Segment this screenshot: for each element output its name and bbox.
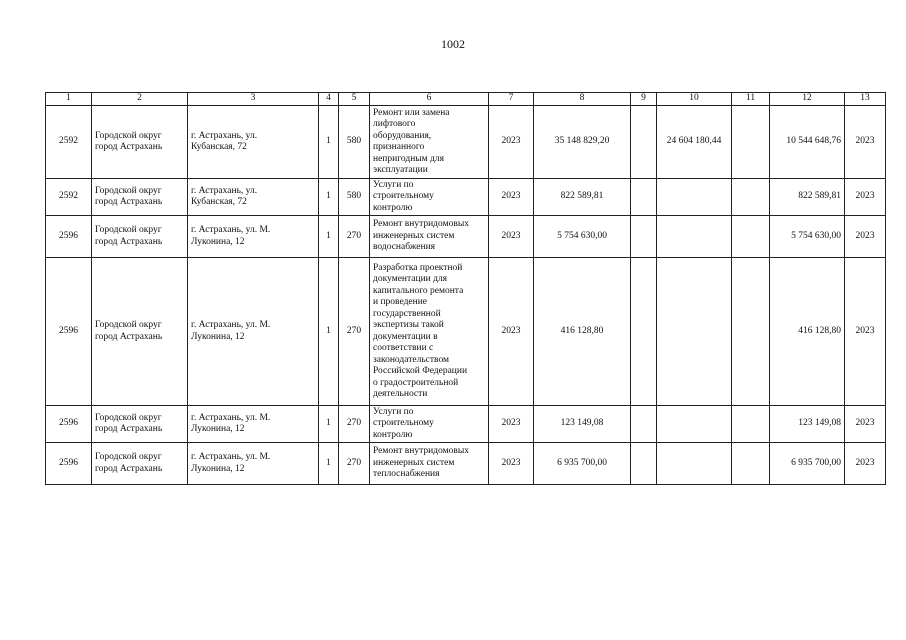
address-cell <box>188 258 319 406</box>
owners-amount-cell: 822 589,81 <box>770 179 845 216</box>
cell-line: водоснабжения <box>373 242 436 253</box>
table-row <box>46 106 886 179</box>
owners-amount-cell: 416 128,80 <box>770 258 845 406</box>
house-id-cell: 2596 <box>46 406 92 443</box>
col-9-cell <box>631 443 657 485</box>
fund-amount-cell <box>657 216 732 258</box>
table-row <box>46 179 886 216</box>
end-year-cell: 2023 <box>845 106 886 179</box>
total-cost-cell: 416 128,80 <box>534 258 631 406</box>
cell-line: г. Астрахань, ул. М. <box>191 412 271 423</box>
code-cell: 580 <box>339 106 370 179</box>
municipality-cell <box>92 179 188 216</box>
cell-line: документации для <box>373 274 448 284</box>
col-9-cell <box>631 406 657 443</box>
program-table <box>45 92 886 485</box>
cell-line: Ремонт внутридомовых <box>373 219 469 230</box>
cell-line: г. Астрахань, ул. М. <box>191 225 271 235</box>
cell-line: строительному <box>373 191 434 202</box>
count-cell: 1 <box>319 406 339 443</box>
fund-amount-cell <box>657 406 732 443</box>
count-cell: 1 <box>319 216 339 258</box>
cell-line: Луконина, 12 <box>191 236 245 247</box>
cell-line: Российской Федерации <box>373 366 468 376</box>
house-id-cell: 2592 <box>46 179 92 216</box>
municipality-cell <box>92 406 188 443</box>
cell-line: законодательством <box>373 354 450 365</box>
code-cell: 270 <box>339 216 370 258</box>
cell-line: Услуги по <box>373 179 414 190</box>
address-cell <box>188 406 319 443</box>
column-number-row <box>46 93 886 106</box>
end-year-cell: 2023 <box>845 258 886 406</box>
cell-line: г. Астрахань, ул. М. <box>191 452 271 462</box>
total-cost-cell: 5 754 630,00 <box>534 216 631 258</box>
cell-line: капитального ремонта <box>373 285 464 296</box>
column-header: 2 <box>92 93 188 106</box>
address-cell <box>188 216 319 258</box>
owners-amount-cell: 10 544 648,76 <box>770 106 845 179</box>
total-cost-cell: 6 935 700,00 <box>534 443 631 485</box>
cell-line: Городской округ <box>95 130 162 141</box>
cell-line: лифтового <box>373 119 416 129</box>
cell-line: инженерных систем <box>373 457 455 468</box>
address-cell <box>188 443 319 485</box>
table-row <box>46 443 886 485</box>
cell-line: теплоснабжения <box>373 469 440 480</box>
page-number: 1002 <box>441 37 465 51</box>
work-type-cell <box>370 258 489 406</box>
fund-amount-cell <box>657 179 732 216</box>
cell-line: Разработка проектной <box>373 262 463 273</box>
col-11-cell <box>732 406 770 443</box>
cell-line: Кубанская, 72 <box>191 197 247 207</box>
address-cell <box>188 179 319 216</box>
cell-line: эксплуатации <box>373 165 428 175</box>
column-header: 5 <box>339 93 370 106</box>
code-cell: 270 <box>339 258 370 406</box>
col-9-cell <box>631 179 657 216</box>
fund-amount-cell <box>657 443 732 485</box>
col-11-cell <box>732 179 770 216</box>
address-cell <box>188 106 319 179</box>
end-year-cell: 2023 <box>845 443 886 485</box>
cell-line: непригодным для <box>373 153 444 164</box>
cell-line: документации в <box>373 331 438 342</box>
column-header: 13 <box>845 93 886 106</box>
cell-line: признанного <box>373 142 425 152</box>
owners-amount-cell: 6 935 700,00 <box>770 443 845 485</box>
cell-line: строительному <box>373 418 434 429</box>
work-type-cell <box>370 106 489 179</box>
code-cell: 580 <box>339 179 370 216</box>
cell-line: Городской округ <box>95 225 162 235</box>
year-cell: 2023 <box>489 106 534 179</box>
cell-line: Городской округ <box>95 452 162 462</box>
col-11-cell <box>732 106 770 179</box>
cell-line: государственной <box>373 308 441 319</box>
cell-line: и проведение <box>373 297 427 307</box>
col-11-cell <box>732 216 770 258</box>
year-cell: 2023 <box>489 258 534 406</box>
cell-line: г. Астрахань, ул. М. <box>191 320 271 330</box>
cell-line: город Астрахань <box>95 197 163 207</box>
house-id-cell: 2592 <box>46 106 92 179</box>
cell-line: Кубанская, 72 <box>191 142 247 152</box>
col-9-cell <box>631 216 657 258</box>
cell-line: о градостроительной <box>373 377 459 388</box>
end-year-cell: 2023 <box>845 216 886 258</box>
municipality-cell <box>92 443 188 485</box>
municipality-cell <box>92 258 188 406</box>
end-year-cell: 2023 <box>845 406 886 443</box>
code-cell: 270 <box>339 443 370 485</box>
table-row <box>46 216 886 258</box>
table-row <box>46 258 886 406</box>
work-type-cell <box>370 179 489 216</box>
table-row <box>46 406 886 443</box>
col-11-cell <box>732 443 770 485</box>
cell-line: соответствии с <box>373 343 434 353</box>
total-cost-cell: 123 149,08 <box>534 406 631 443</box>
municipality-cell <box>92 106 188 179</box>
column-header: 4 <box>319 93 339 106</box>
cell-line: Городской округ <box>95 412 162 423</box>
fund-amount-cell: 24 604 180,44 <box>657 106 732 179</box>
column-header: 12 <box>770 93 845 106</box>
cell-line: Ремонт внутридомовых <box>373 446 469 457</box>
house-id-cell: 2596 <box>46 216 92 258</box>
column-header: 11 <box>732 93 770 106</box>
fund-amount-cell <box>657 258 732 406</box>
work-type-cell <box>370 406 489 443</box>
column-header: 10 <box>657 93 732 106</box>
column-header: 1 <box>46 93 92 106</box>
cell-line: Ремонт или замена <box>373 107 450 118</box>
year-cell: 2023 <box>489 216 534 258</box>
house-id-cell: 2596 <box>46 258 92 406</box>
cell-line: инженерных систем <box>373 230 455 241</box>
col-9-cell <box>631 106 657 179</box>
cell-line: экспертизы такой <box>373 320 444 330</box>
column-header: 3 <box>188 93 319 106</box>
cell-line: г. Астрахань, ул. <box>191 185 258 196</box>
cell-line: оборудования, <box>373 130 432 141</box>
total-cost-cell: 35 148 829,20 <box>534 106 631 179</box>
year-cell: 2023 <box>489 179 534 216</box>
count-cell: 1 <box>319 443 339 485</box>
year-cell: 2023 <box>489 443 534 485</box>
cell-line: город Астрахань <box>95 424 163 434</box>
cell-line: контролю <box>373 202 413 213</box>
column-header: 8 <box>534 93 631 106</box>
cell-line: Городской округ <box>95 185 162 196</box>
year-cell: 2023 <box>489 406 534 443</box>
owners-amount-cell: 123 149,08 <box>770 406 845 443</box>
column-header: 9 <box>631 93 657 106</box>
count-cell: 1 <box>319 179 339 216</box>
cell-line: Городской округ <box>95 320 162 330</box>
count-cell: 1 <box>319 106 339 179</box>
cell-line: Услуги по <box>373 406 414 417</box>
end-year-cell: 2023 <box>845 179 886 216</box>
municipality-cell <box>92 216 188 258</box>
count-cell: 1 <box>319 258 339 406</box>
cell-line: деятельности <box>373 389 428 399</box>
col-9-cell <box>631 258 657 406</box>
cell-line: город Астрахань <box>95 236 163 247</box>
cell-line: Луконина, 12 <box>191 424 245 434</box>
cell-line: Луконина, 12 <box>191 463 245 474</box>
work-type-cell <box>370 443 489 485</box>
col-11-cell <box>732 258 770 406</box>
cell-line: город Астрахань <box>95 142 163 152</box>
cell-line: г. Астрахань, ул. <box>191 130 258 141</box>
work-type-cell <box>370 216 489 258</box>
owners-amount-cell: 5 754 630,00 <box>770 216 845 258</box>
column-header: 7 <box>489 93 534 106</box>
total-cost-cell: 822 589,81 <box>534 179 631 216</box>
column-header: 6 <box>370 93 489 106</box>
cell-line: город Астрахань <box>95 331 163 342</box>
cell-line: Луконина, 12 <box>191 331 245 342</box>
code-cell: 270 <box>339 406 370 443</box>
house-id-cell: 2596 <box>46 443 92 485</box>
cell-line: город Астрахань <box>95 463 163 474</box>
cell-line: контролю <box>373 429 413 440</box>
